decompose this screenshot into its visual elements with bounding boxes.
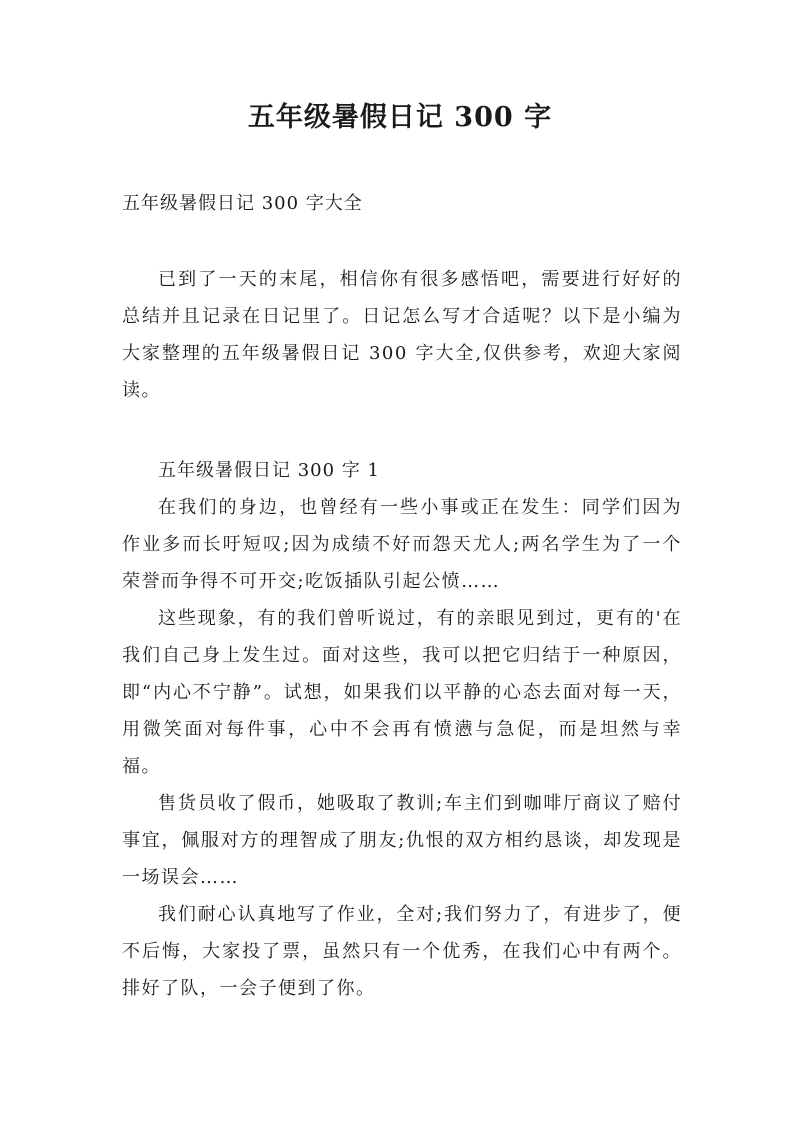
- body-paragraph: 在我们的身边，也曾经有一些小事或正在发生：同学们因为作业多而长吁短叹;因为成绩不好而怨天尤人;两名学生为了一个荣誉而争得不可开交;吃饭插队引起公愤……: [122, 497, 682, 592]
- document-subtitle: 五年级暑假日记 300 字大全: [122, 193, 363, 214]
- section-heading: 五年级暑假日记 300 字 1: [158, 460, 380, 481]
- body-paragraph: 我们耐心认真地写了作业，全对;我们努力了，有进步了，便不后悔，大家投了票，虽然只有一个优秀，在我们心中有两个。排好了队，一会子便到了你。: [122, 904, 682, 999]
- diary-section-1: [122, 452, 682, 1007]
- document-title: 五年级暑假日记 300 字: [247, 102, 553, 133]
- body-paragraph: 这些现象，有的我们曾听说过，有的亲眼见到过，更有的'在我们自己身上发生过。面对这些，我可以把它归结于一种原因，即“内心不宁静”。试想，如果我们以平静的心态去面对每一天，用微笑面对每件事，心中不会再有愤懑与急促，而是坦然与幸福。: [122, 608, 682, 777]
- body-paragraph: 售货员收了假币，她吸取了教训;车主们到咖啡厅商议了赔付事宜，佩服对方的理智成了朋友;仇恨的双方相约恳谈，却发现是一场误会……: [122, 793, 682, 888]
- intro-paragraph: 已到了一天的末尾，相信你有很多感悟吧，需要进行好好的总结并且记录在日记里了。日记怎么写才合适呢？以下是小编为大家整理的五年级暑假日记 300 字大全,仅供参考，欢迎大家阅读。: [122, 269, 682, 401]
